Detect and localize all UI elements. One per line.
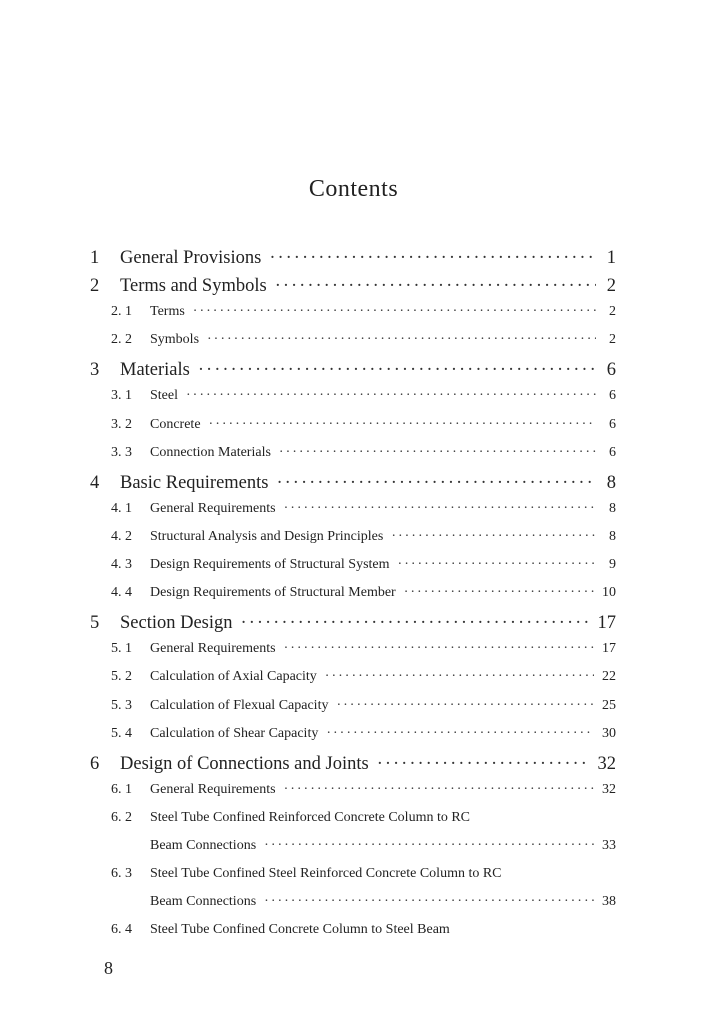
toc-entry-page: 10 [602,585,616,601]
toc-entry-section-3-3[interactable] [90,445,616,473]
dot-leader [398,557,596,573]
dot-leader [284,641,594,657]
toc-entry-title: Terms [150,304,185,320]
toc-entry-number: 1 [90,248,100,268]
toc-entry-title: Terms and Symbols [120,276,267,297]
toc-entry-section-5-1[interactable] [90,641,616,669]
dot-leader [186,388,596,404]
dot-leader [241,613,590,634]
toc-entry-number: 5. 3 [111,697,132,713]
toc-entry-page: 30 [602,725,616,741]
dot-leader [336,698,594,714]
toc-entry-chapter-2[interactable] [90,276,616,304]
toc-entry-number: 4. 1 [111,500,132,516]
toc-entry-page: 2 [609,332,616,348]
toc-entry-title: Calculation of Flexual Capacity [150,697,329,713]
toc-entry-section-4-1[interactable] [90,501,616,529]
toc-entry-title: Calculation of Shear Capacity [150,725,319,741]
toc-entry-title: Design Requirements of Structural System [150,557,390,573]
dot-leader [284,782,594,798]
dot-leader [276,473,596,494]
toc-entry-number: 2. 1 [111,304,132,320]
page-title: Contents [308,176,399,202]
toc-entry-section-6-3-continued[interactable] [90,894,616,922]
toc-entry-number: 2 [90,276,100,297]
dot-leader [198,360,596,381]
toc-entry-page: 2 [609,304,616,320]
toc-entry-section-3-1[interactable] [90,388,616,416]
toc-entry-number: 3 [90,360,100,381]
table-of-contents [90,248,616,950]
toc-entry-chapter-4[interactable] [90,473,616,501]
toc-entry-page: 6 [609,416,616,432]
toc-entry-number: 6. 3 [111,866,132,882]
toc-entry-page: 6 [606,360,616,381]
toc-entry-title: Section Design [120,613,233,634]
toc-entry-section-6-4[interactable] [90,922,616,950]
dot-leader [279,445,596,461]
toc-entry-title: Steel Tube Confined Steel Reinforced Concrete Column to RC [150,866,502,882]
toc-entry-title: General Provisions [120,248,262,268]
toc-entry-title: Beam Connections [150,894,257,910]
toc-entry-page: 38 [602,894,616,910]
dot-leader [404,585,594,601]
toc-entry-section-6-1[interactable] [90,782,616,810]
toc-entry-number: 5. 2 [111,669,132,685]
toc-entry-page: 8 [609,528,616,544]
toc-entry-title: Structural Analysis and Design Principles [150,528,384,544]
toc-entry-title: Steel Tube Confined Reinforced Concrete Column to RC [150,809,471,825]
dot-leader [264,838,594,854]
toc-entry-title: General Requirements [150,781,276,797]
dot-leader [325,669,594,685]
toc-entry-page: 33 [602,837,616,853]
toc-entry-number: 3. 1 [111,388,132,404]
toc-entry-number: 5. 4 [111,725,132,741]
toc-entry-number: 2. 2 [111,332,132,348]
dot-leader [269,248,596,269]
toc-entry-page: 1 [606,248,616,268]
toc-entry-title: Materials [120,360,190,381]
toc-entry-page: 6 [609,388,616,404]
dot-leader [284,501,596,517]
toc-entry-number: 6. 4 [111,922,132,938]
dot-leader [275,276,596,297]
toc-entry-page: 22 [602,669,616,685]
toc-entry-number: 6 [90,753,100,774]
toc-entry-section-5-4[interactable] [90,726,616,754]
toc-entry-title: Design of Connections and Joints [120,753,369,774]
toc-entry-section-4-4[interactable] [90,585,616,613]
toc-entry-section-2-1[interactable] [90,304,616,332]
toc-entry-page: 6 [609,444,616,460]
toc-entry-number: 3. 2 [111,416,132,432]
toc-entry-chapter-3[interactable] [90,360,616,388]
toc-entry-number: 5. 1 [111,641,132,657]
dot-leader [264,894,594,910]
toc-entry-title: Steel Tube Confined Concrete Column to Steel Beam [150,922,450,938]
dot-leader [209,417,596,433]
toc-entry-title: Concrete [150,416,201,432]
toc-entry-page: 25 [602,697,616,713]
toc-entry-section-4-2[interactable] [90,529,616,557]
toc-entry-page: 8 [606,472,616,493]
toc-entry-number: 4. 2 [111,528,132,544]
toc-entry-title: General Requirements [150,500,276,516]
toc-entry-title: Basic Requirements [120,472,269,493]
toc-entry-page: 17 [602,641,616,657]
toc-entry-title: General Requirements [150,641,276,657]
toc-entry-title: Connection Materials [150,444,271,460]
toc-entry-section-3-2[interactable] [90,417,616,445]
toc-entry-title: Steel [150,388,178,404]
toc-entry-title: Symbols [150,332,200,348]
toc-entry-number: 5 [90,613,100,634]
toc-entry-page: 32 [602,781,616,797]
toc-entry-number: 3. 3 [111,444,132,460]
toc-entry-section-6-3[interactable] [90,866,616,894]
toc-entry-page: 9 [609,557,616,573]
toc-entry-section-4-3[interactable] [90,557,616,585]
toc-entry-section-5-2[interactable] [90,669,616,697]
toc-entry-number: 4. 3 [111,557,132,573]
toc-entry-page: 32 [597,753,616,774]
toc-entry-number: 6. 1 [111,781,132,797]
toc-entry-section-2-2[interactable] [90,332,616,360]
toc-entry-chapter-6[interactable] [90,754,616,782]
toc-entry-page: 17 [597,613,616,634]
toc-entry-number: 4 [90,472,100,493]
toc-entry-chapter-1[interactable] [90,248,616,276]
dot-leader [326,726,594,742]
dot-leader [391,529,596,545]
toc-entry-title: Calculation of Axial Capacity [150,669,317,685]
toc-entry-title: Design Requirements of Structural Member [150,585,396,601]
toc-entry-chapter-5[interactable] [90,613,616,641]
dot-leader [207,332,596,348]
toc-entry-number: 6. 2 [111,809,132,825]
toc-entry-number: 4. 4 [111,585,132,601]
dot-leader [377,754,590,775]
dot-leader [193,304,596,320]
toc-entry-section-6-2-continued[interactable] [90,838,616,866]
toc-entry-section-6-2[interactable] [90,810,616,838]
toc-entry-section-5-3[interactable] [90,698,616,726]
toc-entry-page: 2 [606,276,616,297]
toc-entry-title: Beam Connections [150,837,257,853]
toc-entry-page: 8 [609,500,616,516]
page-number: 8 [104,958,113,978]
